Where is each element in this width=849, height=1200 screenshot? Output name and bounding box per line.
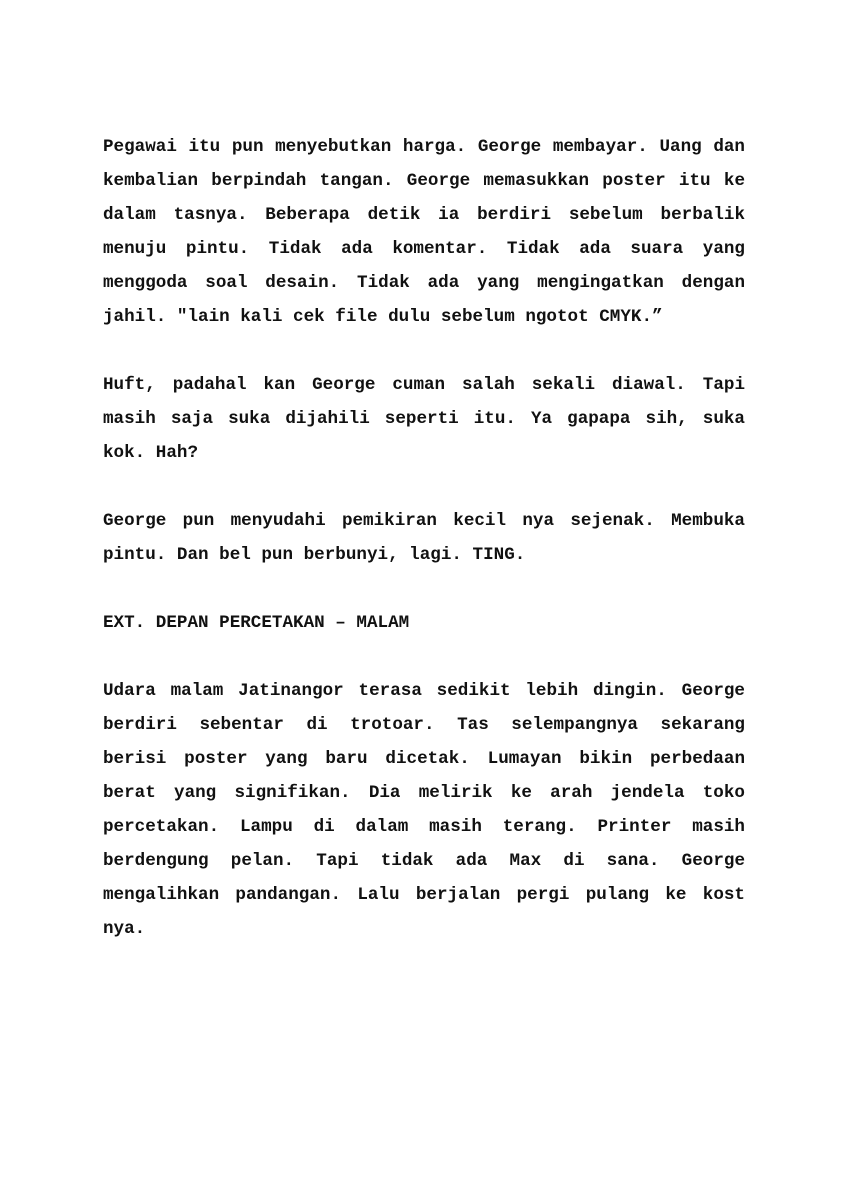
scene-heading: EXT. DEPAN PERCETAKAN – MALAM <box>103 613 410 633</box>
paragraph-payment: Pegawai itu pun menyebutkan harga. George membayar. Uang dan kembalian berpindah tangan. George memasukkan poster itu ke dalam tasnya. Beberapa detik ia berdiri sebelum berbalik menuju pintu. Tidak ada komentar. Tidak ada suara yang menggoda soal desain. Tidak ada yang mengingatkan dengan jahil. "lain kali cek file dulu sebelum ngotot CMYK.” <box>103 137 745 327</box>
paragraph-huft: Huft, padahal kan George cuman salah sekali diawal. Tapi masih saja suka dijahili seperti itu. Ya gapapa sih, suka kok. Hah? <box>103 375 745 463</box>
paragraph-door-bell: George pun menyudahi pemikiran kecil nya sejenak. Membuka pintu. Dan bel pun berbunyi, lagi. TING. <box>103 511 745 565</box>
paragraph-night-air: Udara malam Jatinangor terasa sedikit lebih dingin. George berdiri sebentar di trotoar. Tas selempangnya sekarang berisi poster yang baru dicetak. Lumayan bikin perbedaan berat yang signifikan. Dia melirik ke arah jendela toko percetakan. Lampu di dalam masih terang. Printer masih berdengung pelan. Tapi tidak ada Max di sana. George mengalihkan pandangan. Lalu berjalan pergi pulang ke kost nya. <box>103 681 745 939</box>
